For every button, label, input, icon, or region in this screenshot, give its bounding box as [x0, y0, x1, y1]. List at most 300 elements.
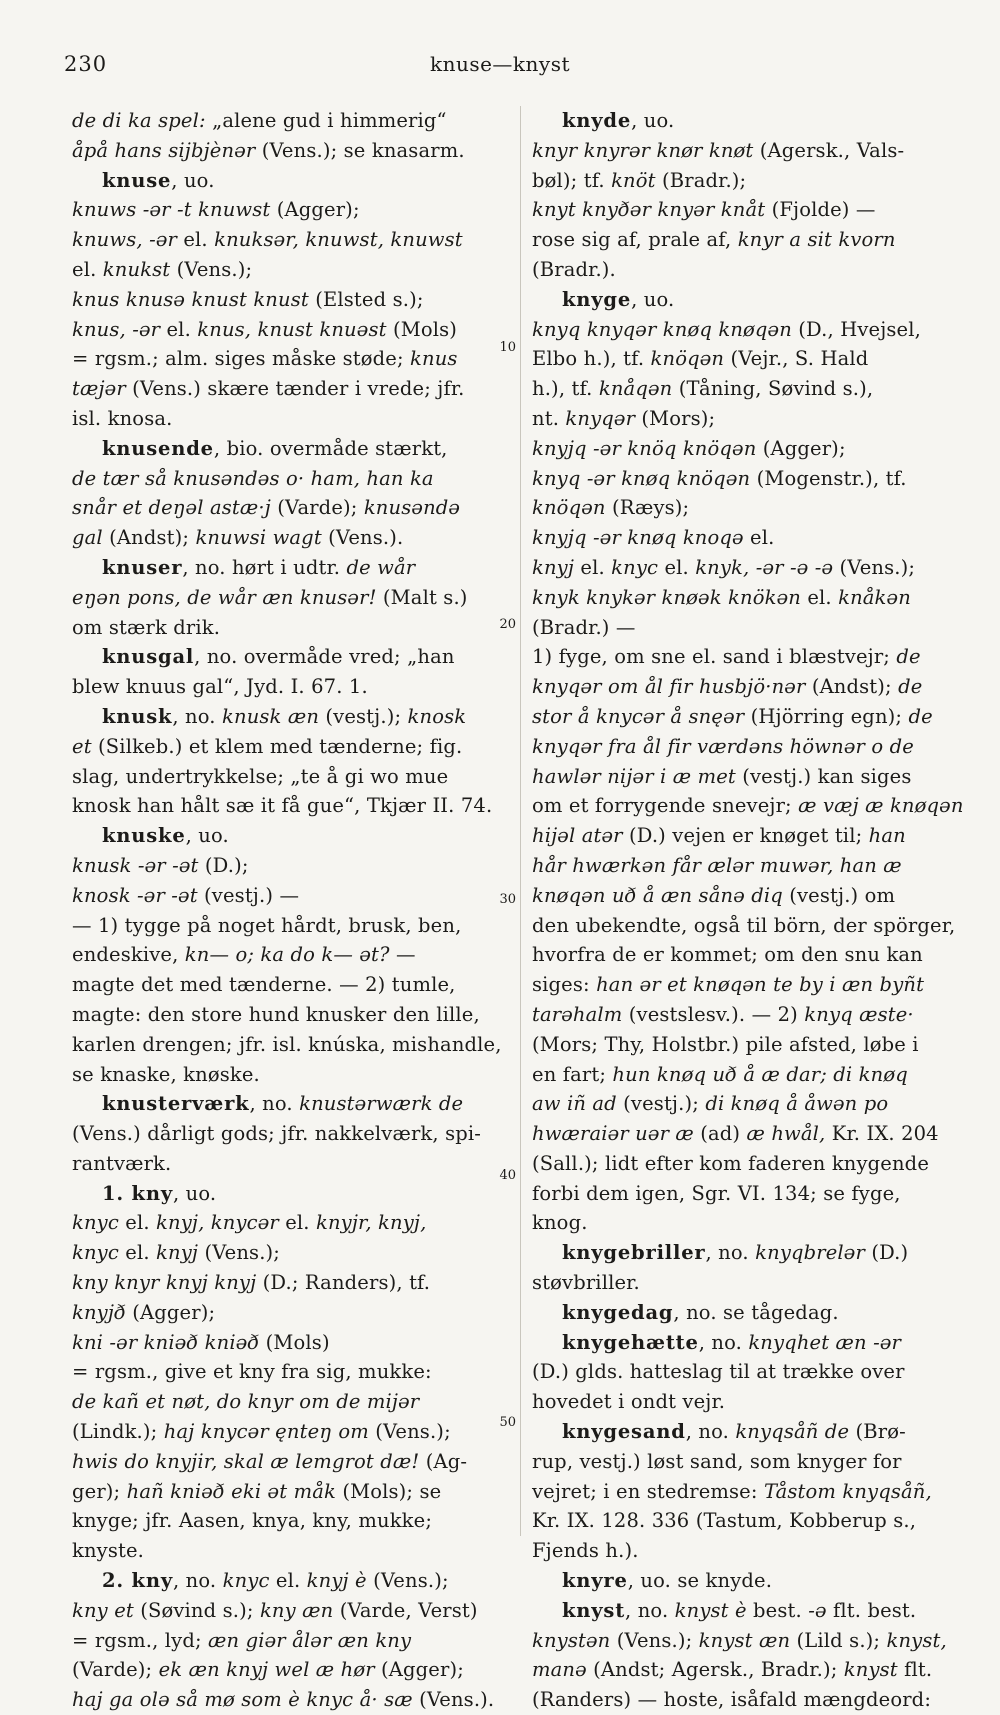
text-line [532, 315, 968, 345]
text-line [72, 553, 508, 583]
gloss-text: el. [743, 526, 775, 550]
text-line [532, 374, 968, 404]
dialect-form: knustərwærk de [299, 1092, 464, 1116]
gloss-text: rantværk. [72, 1151, 172, 1175]
text-line [72, 1000, 508, 1030]
gloss-text: , no. [172, 704, 223, 728]
text-line [532, 285, 968, 315]
gloss-text: Kr. IX. 128. 336 (Tastum, Kobberup s., [532, 1509, 917, 1533]
gloss-text: (Varde); [72, 1658, 159, 1682]
gloss-text: (Ag- [419, 1449, 468, 1473]
text-line [72, 344, 508, 374]
dialect-form: åpå hans sijbjènər [72, 138, 256, 162]
text-line [72, 1685, 508, 1715]
dialect-form: knyr knyrər knør knøt [532, 138, 754, 162]
dialect-form: hwæraiər uər æ [532, 1122, 694, 1146]
gloss-text: (Mols); se [335, 1479, 442, 1503]
text-line [532, 791, 968, 821]
gloss-text: (Andst; Agersk., Bradr.); [586, 1658, 844, 1682]
gloss-text: (D.) [864, 1241, 909, 1265]
text-line [72, 1536, 508, 1566]
text-line [72, 285, 508, 315]
text-line [532, 881, 968, 911]
text-line [532, 702, 968, 732]
dialect-form: knyq æste· [804, 1002, 914, 1026]
dialect-form: kni -ər kniəð kniəð [72, 1330, 260, 1354]
gloss-text: (Vens.). [321, 526, 404, 550]
headword: 1. kny [102, 1181, 173, 1205]
headword: 2. kny [102, 1569, 173, 1593]
gloss-text: (Vens.) dårligt gods; jfr. nakkelværk, spi- [72, 1122, 481, 1146]
dialect-form: knöt [611, 168, 656, 192]
dialect-form: haj ga olə så mø som è knyc å· sæ [72, 1688, 413, 1712]
text-line [532, 1328, 968, 1358]
dialect-form: gal [72, 526, 103, 550]
dialect-form: kny knyr knyj knyj [72, 1271, 257, 1295]
text-line [532, 762, 968, 792]
gloss-text: (Sall.); lidt efter kom faderen knygende [532, 1151, 930, 1175]
dialect-form: knuws, -ər [72, 228, 177, 252]
text-line [72, 1208, 508, 1238]
gloss-text: (vestj.) om [782, 883, 896, 907]
line-number-10: 10 [499, 340, 516, 355]
text-line [532, 1298, 968, 1328]
gloss-text: (Vens.); se knasarm. [255, 138, 465, 162]
gloss-text: (Bradr.). [532, 257, 616, 281]
text-line [72, 1357, 508, 1387]
gloss-text: Kr. IX. 204 [825, 1122, 939, 1146]
dialect-form: knus, -ər [72, 317, 161, 341]
gloss-text: — 1) tygge på noget hårdt, brusk, ben, [72, 913, 462, 937]
gloss-text: vejret; i en stedremse: [532, 1479, 764, 1503]
dialect-form: knyst, [886, 1628, 947, 1652]
gloss-text: (Vens.); [366, 1569, 449, 1593]
gloss-text: (vestj.); [616, 1092, 706, 1116]
gloss-text: (Ræys); [605, 496, 690, 520]
gloss-text: = rgsm., lyd; [72, 1628, 209, 1652]
text-line [72, 255, 508, 285]
dialect-form: knyst [843, 1658, 898, 1682]
text-line [532, 642, 968, 672]
gloss-text: (Varde); [270, 496, 364, 520]
gloss-text: knog. [532, 1211, 588, 1235]
dialect-form: knyc [72, 1241, 119, 1265]
gloss-text: (D.) vejen er knøget til; [622, 824, 869, 848]
gloss-text: støvbriller. [532, 1271, 640, 1295]
gloss-text: el. [574, 555, 612, 579]
dialect-form: de [896, 645, 921, 669]
gloss-text: blew knuus gal“, Jyd. I. 67. 1. [72, 675, 368, 699]
text-line [72, 374, 508, 404]
dialect-form: tarəhalm [532, 1002, 623, 1026]
text-line [532, 1447, 968, 1477]
dialect-form: et [72, 734, 92, 758]
headword: knygehætte [562, 1330, 699, 1354]
dialect-form: hañ kniəð eki ət måk [126, 1479, 336, 1503]
gloss-text: (Hjörring egn); [744, 704, 909, 728]
gloss-text: (Vejr., S. Hald [724, 347, 869, 371]
dialect-form: di knøq å åwən po [705, 1092, 889, 1116]
gloss-text: se knaske, knøske. [72, 1062, 260, 1086]
gloss-text: (Mols) [259, 1330, 330, 1354]
gloss-text: , no. [685, 1420, 736, 1444]
text-line [532, 1179, 968, 1209]
text-line [72, 315, 508, 345]
dialect-form: knyq knyqər knøq knøqən [532, 317, 792, 341]
dialect-form: han [868, 824, 906, 848]
text-line [72, 851, 508, 881]
gloss-text: 1) fyge, om sne el. sand i blæstvejr; [532, 645, 897, 669]
text-line [72, 1417, 508, 1447]
text-line [72, 672, 508, 702]
gloss-text: (Vens.) skære tænder i vrede; jfr. [125, 377, 465, 401]
text-line [532, 1477, 968, 1507]
dialect-form: han ər et knøqən te by i æn byñt [596, 973, 925, 997]
gloss-text: (D.; Randers), tf. [256, 1271, 431, 1295]
headword: knygesand [562, 1420, 686, 1444]
gloss-text: slag, undertrykkelse; „te å gi wo mue [72, 764, 449, 788]
text-line [532, 1357, 968, 1387]
gloss-text: , no. overmåde vred; „han [194, 645, 455, 669]
text-line [72, 1060, 508, 1090]
gloss-text: om stærk drik. [72, 615, 221, 639]
gloss-text: , uo. se knyde. [627, 1569, 773, 1593]
text-line [72, 1238, 508, 1268]
headword: knyde [562, 109, 632, 132]
dialect-form: hun knøq uð å æ dar; di knøq [612, 1062, 908, 1086]
gloss-text: en fart; [532, 1062, 613, 1086]
dialect-form: hår hwærkən får ælər muwər, han æ [532, 853, 902, 877]
gloss-text: , bio. overmåde stærkt, [213, 436, 448, 460]
headword: knyre [562, 1569, 628, 1593]
text-line [532, 1596, 968, 1626]
gloss-text: , uo. [631, 109, 675, 132]
gloss-text: — [389, 943, 416, 967]
gloss-text: flt. [897, 1658, 933, 1682]
headword: knusgal [102, 645, 195, 669]
text-line [72, 821, 508, 851]
gloss-text: rup, vestj.) løst sand, som knyger for [532, 1449, 902, 1473]
text-line [532, 136, 968, 166]
dialect-form: knosk -ər -ət [72, 883, 198, 907]
line-number-30: 30 [499, 892, 516, 907]
dialect-form: knyr a sit kvorn [737, 228, 896, 252]
gloss-text: (Mors); [635, 406, 716, 430]
text-line [72, 195, 508, 225]
text-line [532, 821, 968, 851]
dialect-form: knyqhet æn -ər [748, 1330, 901, 1354]
gloss-text: (Søvind s.); [133, 1598, 260, 1622]
dialect-form: tæjər [72, 377, 126, 401]
text-line [72, 583, 508, 613]
dialect-form: eŋən pons, de wår æn knusər! [72, 585, 377, 609]
gloss-text: (Bradr.); [655, 168, 747, 192]
text-line [72, 940, 508, 970]
dialect-form: ek æn knyj wel æ hør [158, 1658, 375, 1682]
dialect-form: knåqən [598, 377, 673, 401]
dialect-form: -ə [808, 1598, 827, 1622]
text-line [72, 1477, 508, 1507]
gloss-text: den ubekendte, også til börn, der spörger, [532, 913, 956, 937]
text-line [72, 881, 508, 911]
gloss-text: , no. [249, 1092, 300, 1116]
text-line [72, 762, 508, 792]
dialect-form: knyjr, knyj, [315, 1211, 427, 1235]
dialect-form: æ hwål, [746, 1122, 826, 1146]
text-line [532, 1685, 968, 1715]
text-line [532, 1119, 968, 1149]
gloss-text: Elbo h.), tf. [532, 347, 651, 371]
gloss-text: (Silkeb.) et klem med tænderne; fig. [91, 734, 463, 758]
text-line [72, 1030, 508, 1060]
dialect-form: knyjð [72, 1300, 126, 1324]
gloss-text: (Vens.); [368, 1420, 451, 1444]
column-divider [520, 106, 521, 1536]
dialect-form: knyst è [674, 1598, 747, 1622]
gloss-text: (Agersk., Vals- [753, 138, 905, 162]
text-line [532, 344, 968, 374]
text-line [532, 553, 968, 583]
dialect-form: knyc [611, 555, 659, 579]
gloss-text: , uo. [185, 824, 229, 848]
dialect-form: knyjq -ər knøq knoqə [532, 526, 744, 550]
text-line [532, 523, 968, 553]
text-line [72, 1179, 508, 1209]
gloss-text: (D., Hvejsel, [791, 317, 921, 341]
dialect-form: knusk -ər -ət [72, 853, 199, 877]
gloss-text: (Vens.). [412, 1688, 495, 1712]
dialect-form: knyj è [306, 1569, 367, 1593]
dialect-form: manə [532, 1658, 587, 1682]
gloss-text: , no. [625, 1598, 675, 1622]
gloss-text: endeskive, [72, 943, 185, 967]
gloss-text: el. [658, 555, 696, 579]
dialect-form: knyqsåñ de [735, 1420, 850, 1444]
gloss-text: Fjends h.). [532, 1539, 639, 1563]
gloss-text: (Agger); [374, 1658, 464, 1682]
gloss-text: om et forrygende snevejr; [532, 794, 799, 818]
dialect-form: de tær så knusəndəs o· ham, han ka [72, 466, 434, 490]
gloss-text: (vestslesv.). — 2) [622, 1002, 805, 1026]
gloss-text: magte: den store hund knusker den lille, [72, 1002, 480, 1026]
text-line [532, 255, 968, 285]
dialect-form: kny æn [259, 1598, 334, 1622]
gloss-text: best. [746, 1598, 809, 1622]
dialect-form: knöqən [532, 496, 606, 520]
text-line [532, 1655, 968, 1685]
text-line [532, 1626, 968, 1656]
text-line [72, 1506, 508, 1536]
gloss-text: nt. [532, 406, 566, 430]
gloss-text: forbi dem igen, Sgr. VI. 134; se fyge, [532, 1181, 901, 1205]
gloss-text: el. [160, 317, 198, 341]
dialect-form: knyst æn [698, 1628, 791, 1652]
gloss-text: , uo. [172, 1181, 217, 1205]
text-line [72, 1596, 508, 1626]
text-line [532, 493, 968, 523]
gloss-text: h.), tf. [532, 377, 599, 401]
text-line [72, 613, 508, 643]
gloss-text: , no. hørt i udtr. [182, 555, 347, 579]
gloss-text: el. [72, 257, 103, 281]
gloss-text: bøl); tf. [532, 168, 612, 192]
text-line [532, 1536, 968, 1566]
dialect-form: knus [410, 347, 458, 371]
gloss-text: , no. [172, 1569, 223, 1593]
text-line [532, 672, 968, 702]
text-line [532, 583, 968, 613]
text-line [72, 1119, 508, 1149]
dialect-form: de [898, 675, 923, 699]
dialect-form: knukst [102, 257, 171, 281]
gloss-text: (Brø- [849, 1420, 906, 1444]
gloss-text: rose sig af, prale af, [532, 228, 738, 252]
gloss-text: (Lild s.); [790, 1628, 887, 1652]
text-line [532, 1268, 968, 1298]
gloss-text: (Fjolde) — [765, 198, 876, 222]
gloss-text: (Vens.); [610, 1628, 699, 1652]
gloss-text: (Bradr.) — [532, 615, 636, 639]
dialect-form: snår et deŋəl astæ·j [72, 496, 271, 520]
dialect-form: knyc [222, 1569, 270, 1593]
gloss-text: (D.); [198, 853, 249, 877]
text-line [532, 195, 968, 225]
text-line [72, 225, 508, 255]
text-line [72, 642, 508, 672]
dialect-form: knöqən [650, 347, 725, 371]
text-line [532, 1060, 968, 1090]
text-line [72, 166, 508, 196]
gloss-text: hovedet i ondt vejr. [532, 1390, 726, 1414]
text-line [532, 613, 968, 643]
dialect-form: hwis do knyjir, skal æ lemgrot dæ! [72, 1449, 420, 1473]
gloss-text: el. [176, 228, 215, 252]
gloss-text: el. [118, 1211, 157, 1235]
text-line [532, 166, 968, 196]
text-line [532, 1149, 968, 1179]
text-line [532, 464, 968, 494]
text-line [532, 106, 968, 136]
gloss-text: el. [269, 1569, 307, 1593]
headword: knuse [102, 168, 172, 192]
right-column [532, 106, 968, 1715]
dialect-form: knuwsi wagt [195, 526, 322, 550]
gloss-text: (Tåning, Søvind s.), [672, 377, 874, 401]
page-number: 230 [64, 52, 108, 76]
dialect-form: knyk, -ər -ə -ə [695, 555, 834, 579]
dialect-form: haj knycər ęnteŋ om [163, 1420, 369, 1444]
gloss-text: „alene gud i himmerig“ [212, 109, 447, 132]
dialect-form: æn giər ålər æn kny [208, 1628, 412, 1652]
text-line [532, 1566, 968, 1596]
text-line [532, 1417, 968, 1447]
text-line [532, 970, 968, 1000]
dialect-form: hawlər nijər i æ met [532, 764, 736, 788]
dialect-form: knyqər fra ål fir værdəns höwnər o de [532, 734, 914, 758]
text-line [72, 464, 508, 494]
headword: knusterværk [102, 1092, 250, 1116]
text-line [532, 940, 968, 970]
text-line [72, 1655, 508, 1685]
dialect-form: knyk knykər knøək knökən [532, 585, 801, 609]
gloss-text: magte det med tænderne. — 2) tumle, [72, 973, 456, 997]
gloss-text: el. [800, 585, 839, 609]
dialect-form: knosk [407, 704, 467, 728]
gloss-text: flt. best. [826, 1598, 917, 1622]
dialect-form: knåkən [838, 585, 911, 609]
text-line [532, 1506, 968, 1536]
gloss-text: (Agger); [125, 1300, 216, 1324]
gloss-text: (vestj.) kan siges [735, 764, 912, 788]
gloss-text: (Lindk.); [72, 1420, 164, 1444]
text-line [72, 1089, 508, 1119]
dialect-form: hijəl atər [532, 824, 623, 848]
gloss-text: , uo. [631, 287, 675, 311]
text-line [72, 1387, 508, 1417]
dialect-form: knus, knust knuəst [197, 317, 387, 341]
gloss-text: (vestj.); [319, 704, 408, 728]
dialect-form: knusəndə [363, 496, 461, 520]
text-line [532, 1387, 968, 1417]
headword: knygebriller [562, 1241, 706, 1265]
text-line [72, 493, 508, 523]
text-line [532, 732, 968, 762]
line-number-40: 40 [499, 1168, 516, 1183]
text-line [532, 1030, 968, 1060]
text-line [72, 1149, 508, 1179]
dialect-form: knusk æn [222, 704, 320, 728]
gloss-text: (Mols) [386, 317, 458, 341]
gloss-text: , no. [698, 1330, 749, 1354]
line-number-20: 20 [499, 617, 516, 632]
headword: knyge [562, 287, 632, 311]
text-line [532, 404, 968, 434]
gloss-text: siges: [532, 973, 597, 997]
dialect-form: knuksər, knuwst, knuwst [214, 228, 463, 252]
text-line [72, 1626, 508, 1656]
text-line [72, 970, 508, 1000]
gloss-text: (Andst); [805, 675, 899, 699]
gloss-text: (Vens.); [198, 1241, 281, 1265]
left-column [72, 106, 508, 1715]
dialect-form: knyj [156, 1241, 199, 1265]
dialect-form: de wår [346, 555, 416, 579]
dialect-form: knyqbrelər [755, 1241, 865, 1265]
text-line [72, 136, 508, 166]
dialect-form: knyqər [565, 406, 636, 430]
dialect-form: Tåstom knyqsåñ, [763, 1479, 932, 1503]
headword: knuser [102, 555, 183, 579]
dialect-form: knystən [532, 1628, 611, 1652]
text-line [72, 1298, 508, 1328]
text-line [72, 1328, 508, 1358]
text-line [532, 434, 968, 464]
dialect-form: knyj, knycər [156, 1211, 279, 1235]
text-line [532, 1238, 968, 1268]
gloss-text: (Randers) — hoste, isåfald mængdeord: [532, 1688, 932, 1712]
text-line [72, 1447, 508, 1477]
gloss-text: knyste. [72, 1539, 145, 1563]
gloss-text: knosk han hålt sæ it få gue“, Tkjær II. 74. [72, 794, 493, 818]
gloss-text: (D.) glds. hatteslag til at trække over [532, 1360, 905, 1384]
headword: knyst [562, 1598, 626, 1622]
dialect-form: de [908, 704, 933, 728]
dialect-form: knyt knyðər knyər knåt [532, 198, 766, 222]
text-line [532, 911, 968, 941]
dialect-form: kny et [72, 1598, 134, 1622]
gloss-text: karlen drengen; jfr. isl. knúska, mishandle, [72, 1032, 502, 1056]
text-line [532, 1208, 968, 1238]
